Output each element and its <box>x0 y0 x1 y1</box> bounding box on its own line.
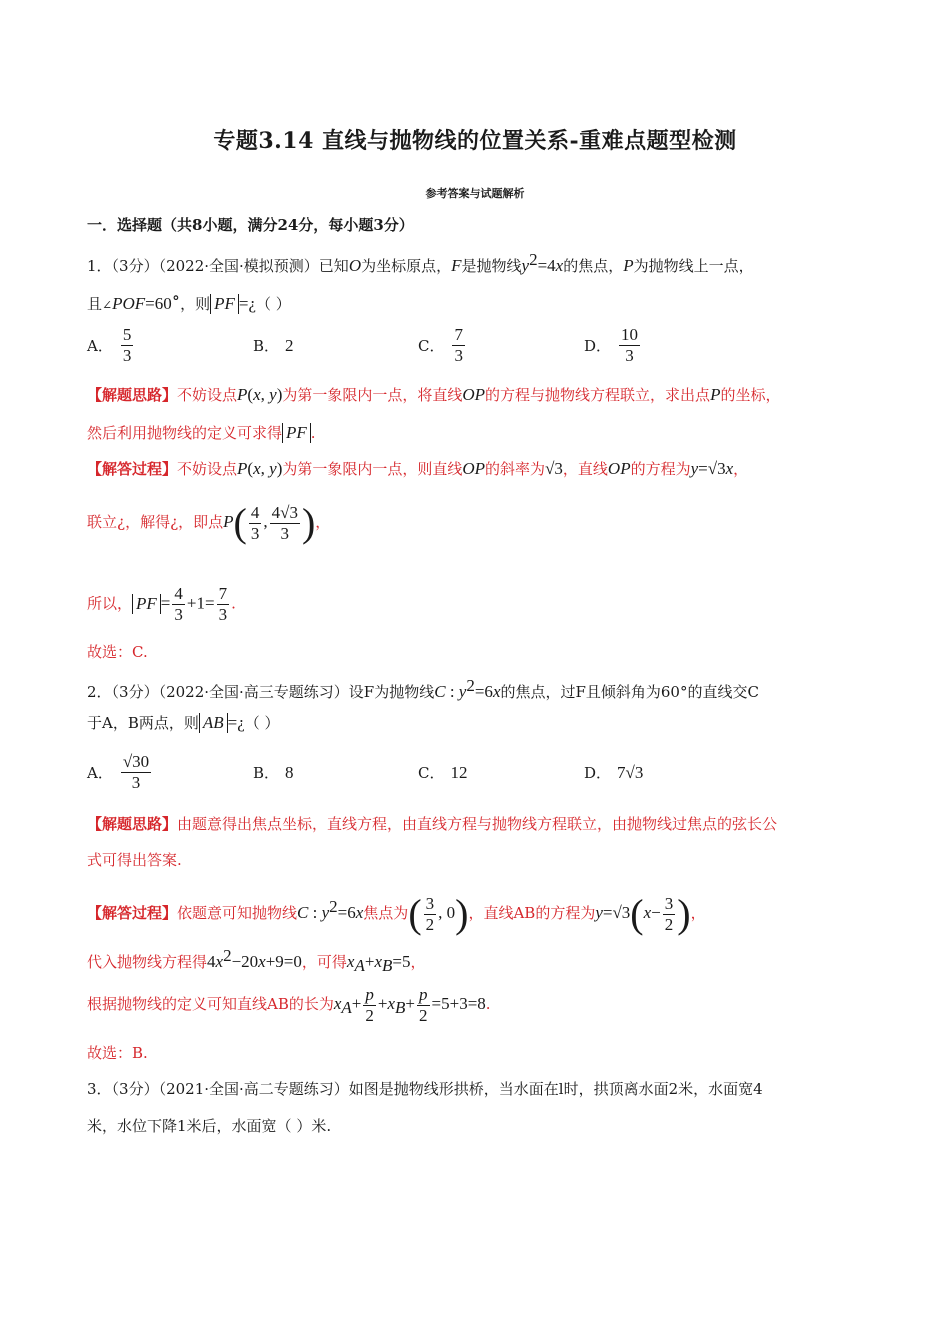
q2-option-a[interactable]: A． $\frac{√30}{3}$ <box>87 752 150 792</box>
q2-stem-line2: 于A，B两点，则 AB =¿（ ） <box>87 713 280 732</box>
q1-stem-line2: 且∠POF=60∘，则 PF =¿（ ） <box>87 288 291 313</box>
q1-process-line2: 联立¿，解得¿，即点P( $\frac{4}{3}$ , $\frac{4√3}{3}$ )， <box>87 500 331 545</box>
q1-option-d[interactable]: D． $\frac{10}{3}$ <box>584 325 639 365</box>
section-heading: 一．选择题（共8小题，满分24分，每小题3分） <box>87 216 414 234</box>
q1-option-a[interactable]: A． $\frac{5}{3}$ <box>87 325 132 365</box>
q1-process-line3: 所以， PF = $\frac{4}{3}$ +1= $\frac{7}{3}$ . <box>87 584 236 624</box>
q3-stem-line2: 米，水位下降1米后，水面宽（ ）米. <box>87 1117 332 1135</box>
q2-answer: 故选：B. <box>87 1044 148 1062</box>
q1-analysis-line2: 然后利用抛物线的定义可求得 PF . <box>87 423 316 442</box>
q2-process-line3: 根据抛物线的定义可知直线AB的长为$x_A+$ $\frac{p}{2}$ $+x_B+$ $\frac{p}{2}$ =5+3=8. <box>87 984 491 1025</box>
q1-option-c[interactable]: C． $\frac{7}{3}$ <box>418 325 463 365</box>
q1-process-line1: 【解答过程】不妨设点P(x, y)为第一象限内一点，则直线OP的斜率为√3，直线OP的方程为y=√3x， <box>87 459 749 478</box>
q2-process-line2: 代入抛物线方程得$4x^2-20x+9=0$，可得$x_A+x_B=5$， <box>87 946 426 975</box>
q2-stem-line1: 2．（3分）（2022·全国·高三专题练习）设F为抛物线C : $y^2=6x$的焦点，过F且倾斜角为60°的直线交C <box>87 676 759 701</box>
q1-answer: 故选：C. <box>87 643 148 661</box>
page-title: 专题3.14 直线与抛物线的位置关系-重难点题型检测 <box>213 128 737 154</box>
q2-option-b[interactable]: B． 8 <box>253 762 294 782</box>
q1-option-b[interactable]: B． 2 <box>253 335 294 355</box>
q1-stem-line1: 1．（3分）（2022·全国·模拟预测）已知O为坐标原点，F是抛物线$y^2=4x$的焦点，P为抛物线上一点， <box>87 250 754 275</box>
q2-analysis-line1: 【解题思路】由题意得出焦点坐标，直线方程，由直线方程与抛物线方程联立，由抛物线过焦点的弦长公 <box>87 815 778 833</box>
q2-option-d[interactable]: D． 7√3 <box>584 762 644 782</box>
q1-analysis-line1: 【解题思路】不妨设点P(x, y)为第一象限内一点，将直线OP的方程与抛物线方程联立，求出点P的坐标， <box>87 385 781 404</box>
q2-analysis-line2: 式可得出答案. <box>87 851 182 869</box>
page-subtitle: 参考答案与试题解析 <box>425 187 525 200</box>
q3-stem-line1: 3．（3分）（2021·全国·高二专题练习）如图是抛物线形拱桥，当水面在l时，拱顶离水面2米，水面宽4 <box>87 1080 763 1098</box>
q2-option-c[interactable]: C． 12 <box>418 762 468 782</box>
q2-process-line1: 【解答过程】依题意可知抛物线C : $y^2=6x$焦点为( $\frac{3}{2}$ , 0)，直线AB的方程为y=√3(x− $\frac{3}{2}$ )， <box>87 891 706 936</box>
